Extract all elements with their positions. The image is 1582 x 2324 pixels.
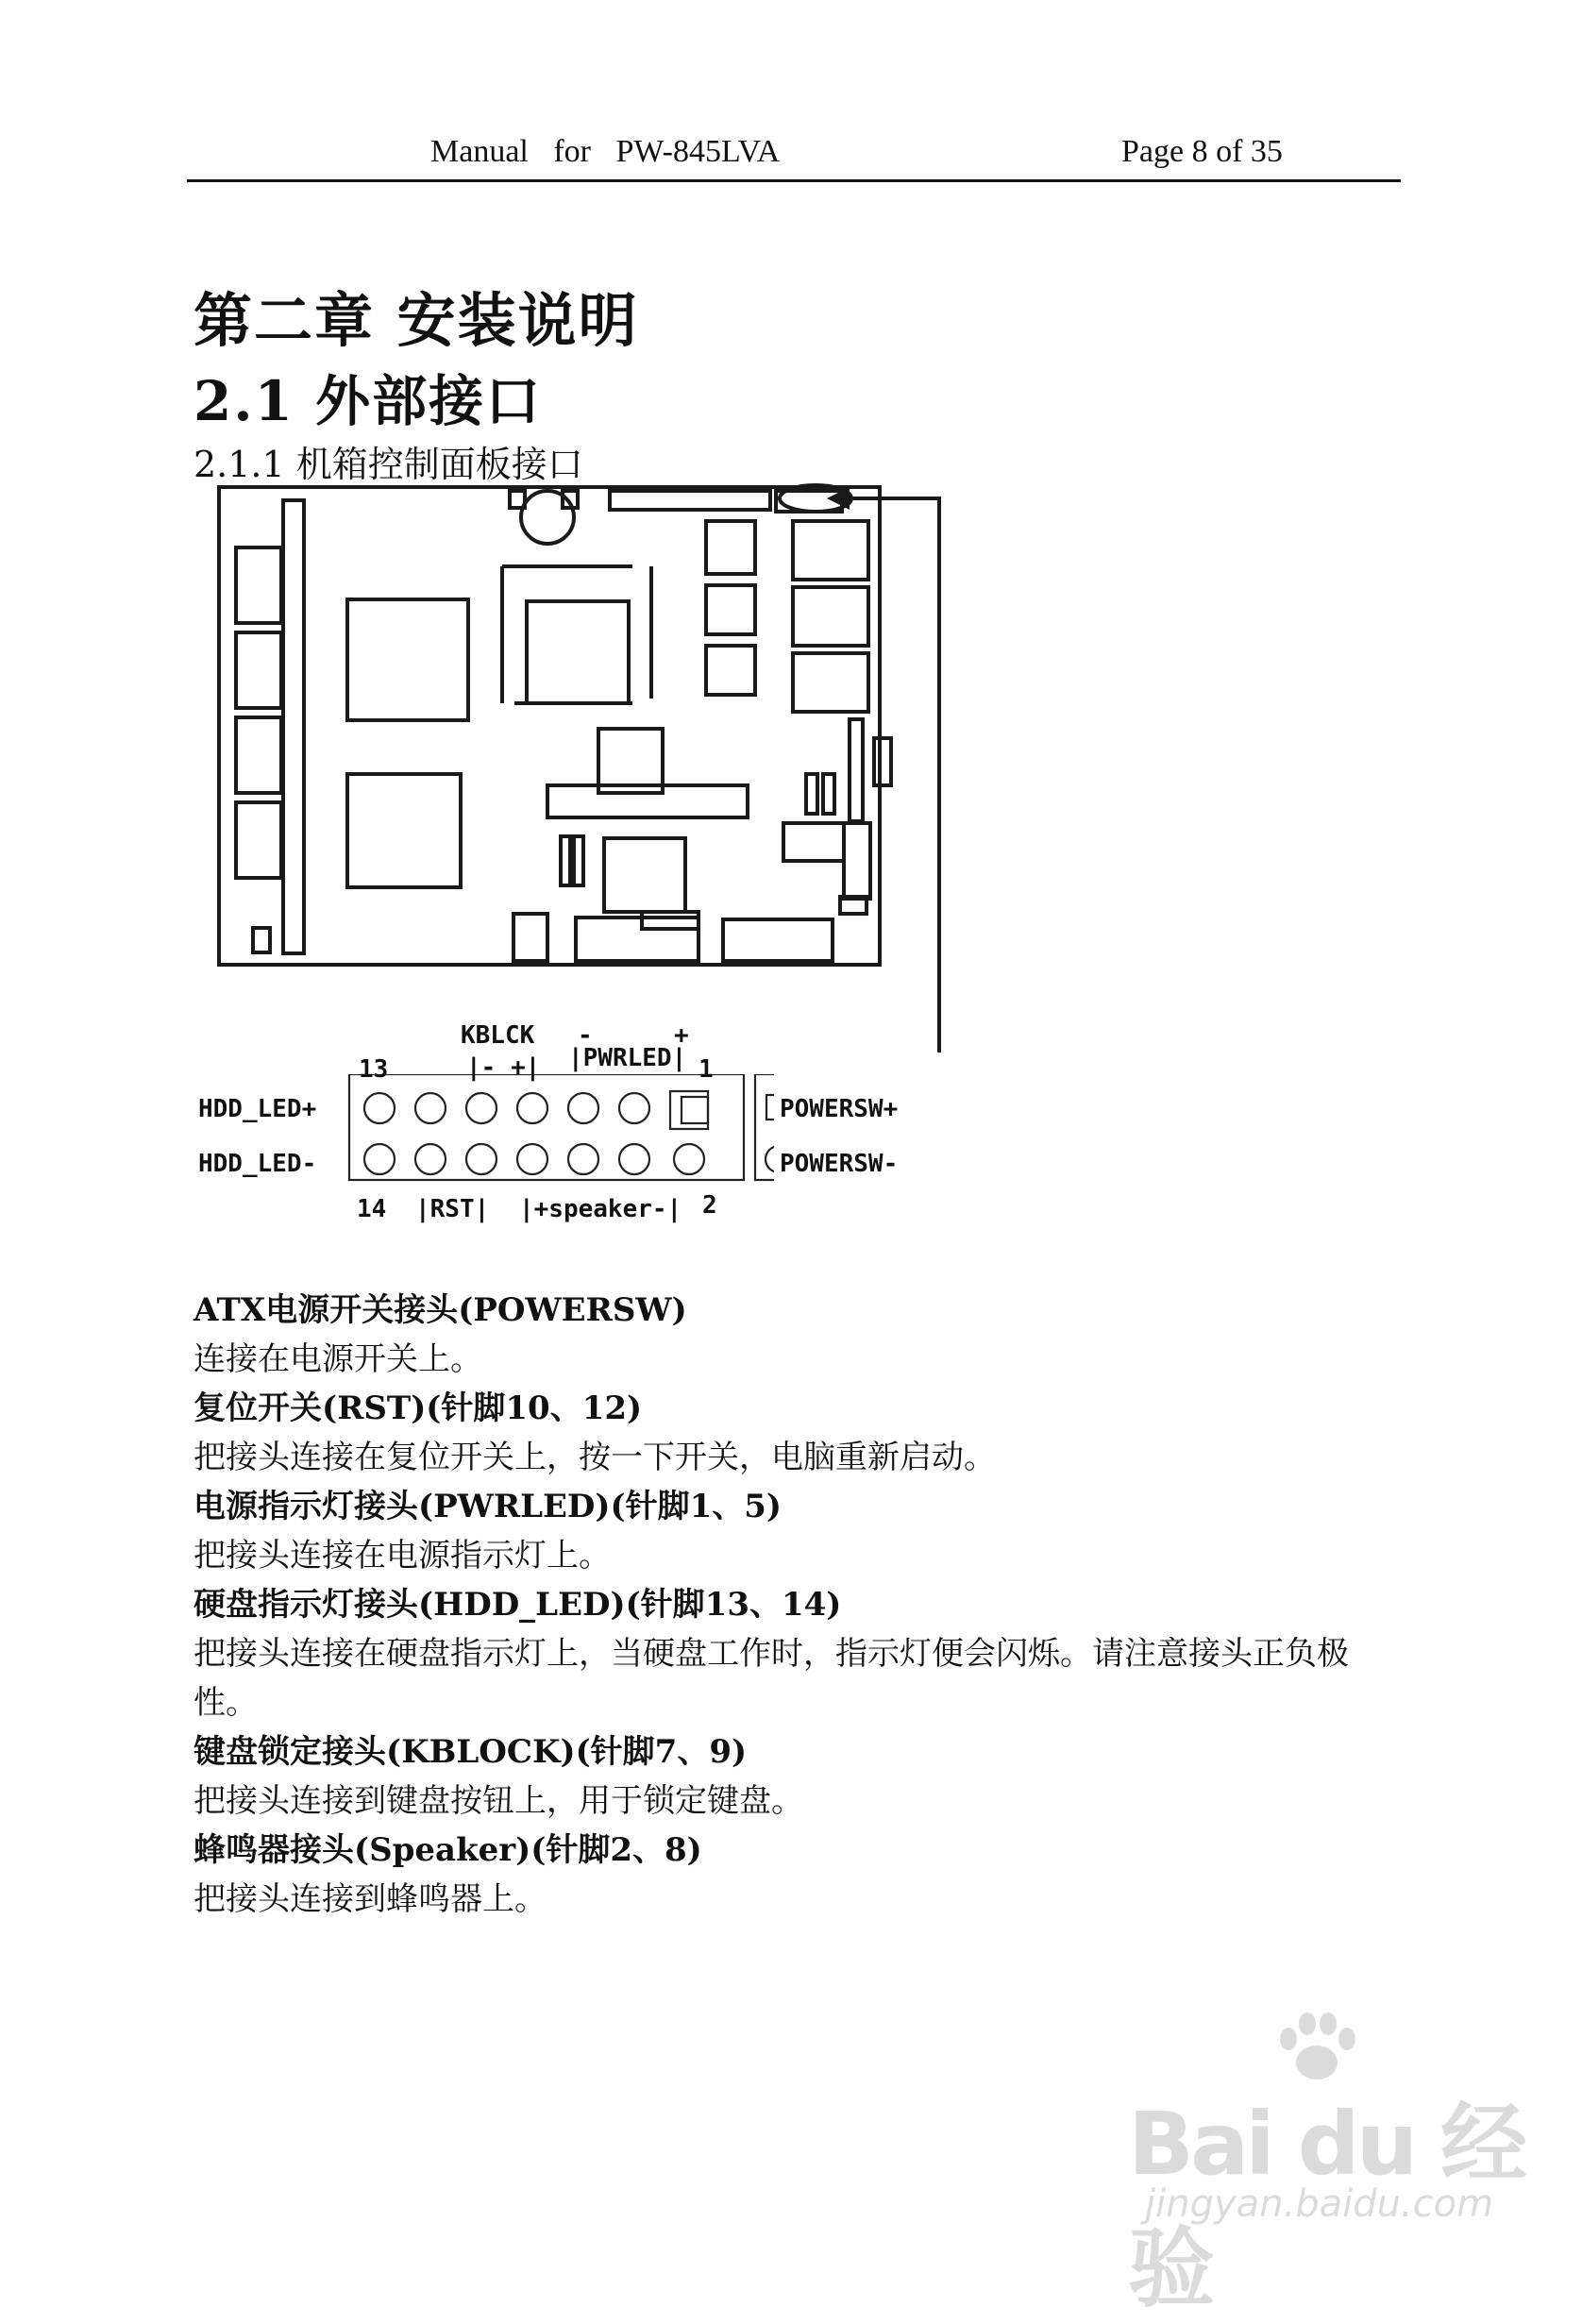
pwrled-label: |PWRLED| [568,1044,687,1072]
bottom-connector [723,919,833,961]
section-heading: 复位开关(RST)(针脚10、12) [194,1389,643,1427]
kblck-label: KBLCK [461,1021,535,1050]
jumper [574,836,583,885]
jumper [823,774,834,814]
side-connector [874,738,891,785]
io-port [236,717,281,793]
section-body: 把接头连接在复位开关上，按一下开关，电脑重新启动。 [194,1439,996,1476]
rj45-port [793,521,868,580]
section-heading: 硬盘指示灯接头(HDD_LED)(针脚13、14) [194,1586,842,1624]
powersw-minus-label: POWERSW- [780,1150,899,1178]
pin-13-label: 13 [359,1055,389,1084]
hdd-led-plus-label: HDD_LED+ [198,1095,317,1123]
chipset [347,599,468,720]
section-body: 把接头连接在电源指示灯上。 [194,1537,611,1575]
pci-slot [547,785,748,817]
front-panel-pin-header [340,1074,774,1197]
pin-1-label: 1 [698,1055,714,1084]
section-heading: 蜂鸣器接头(Speaker)(针脚2、8) [194,1831,702,1869]
subsection-title: 2.1.1 机箱控制面板接口 [194,444,583,485]
section-body: 把接头连接到键盘按钮上，用于锁定键盘。 [194,1782,803,1820]
small-block [642,912,698,929]
pwrled-plus: + [674,1021,689,1050]
section-heading: 键盘锁定接头(KBLOCK)(针脚7、9) [194,1733,748,1771]
side-connector [850,719,863,821]
cpu [527,601,629,703]
section-heading: 电源指示灯接头(PWRLED)(针脚1、5) [194,1488,782,1525]
header-left: Manual for PW-845LVA [430,134,781,169]
board-outline [219,487,880,965]
watermark-url: jingyan.baidu.com [1145,2182,1494,2226]
io-port [236,632,281,708]
memory-slot [283,500,304,953]
jumper [561,836,570,885]
section-body: 把接头连接在硬盘指示灯上，当硬盘工作时，指示灯便会闪烁。请注意接头正负极性。 [194,1635,1349,1722]
header-rule [187,179,1401,182]
rst-label: |RST| [415,1195,490,1223]
rj45-port [793,587,868,646]
rj45-port [793,653,868,712]
powersw-plus-label: POWERSW+ [780,1095,899,1123]
chipset [347,774,461,887]
io-port [236,547,281,623]
connector-block [783,823,844,861]
baidu-jingyan-watermark [1128,2011,1524,2319]
header-page-number: Page 8 of 35 [1121,134,1283,169]
bottom-connector [513,914,547,961]
kblck-polarity: |- +| [466,1053,541,1082]
bottom-connector [576,918,698,961]
io-port [236,802,281,878]
watermark-logo: Bai du 经验 [1128,2094,1524,2319]
battery [521,491,574,544]
small-chip [706,646,755,695]
chapter-title: 第二章 安装说明 [194,286,639,355]
section-body: 连接在电源开关上。 [194,1340,482,1378]
southbridge [598,729,663,793]
connector-block [844,823,870,899]
top-header [610,491,770,510]
small-chip [706,521,755,574]
io-chip [604,838,685,912]
motherboard-diagram [189,472,963,1076]
pin-14-label: 14 [357,1195,387,1223]
pwrled-minus: - [578,1021,593,1050]
section-body: 把接头连接到蜂鸣器上。 [194,1880,547,1918]
jumper [806,774,817,814]
speaker-label: |+speaker-| [519,1195,682,1223]
section-heading: ATX电源开关接头(POWERSW) [194,1291,687,1329]
connector-descriptions [194,1286,1402,1924]
section-title: 2.1 外部接口 [194,369,543,433]
small-chip [706,585,755,634]
pin-2-label: 2 [702,1191,717,1220]
small-jumper [253,928,270,952]
hdd-led-minus-label: HDD_LED- [198,1150,317,1178]
